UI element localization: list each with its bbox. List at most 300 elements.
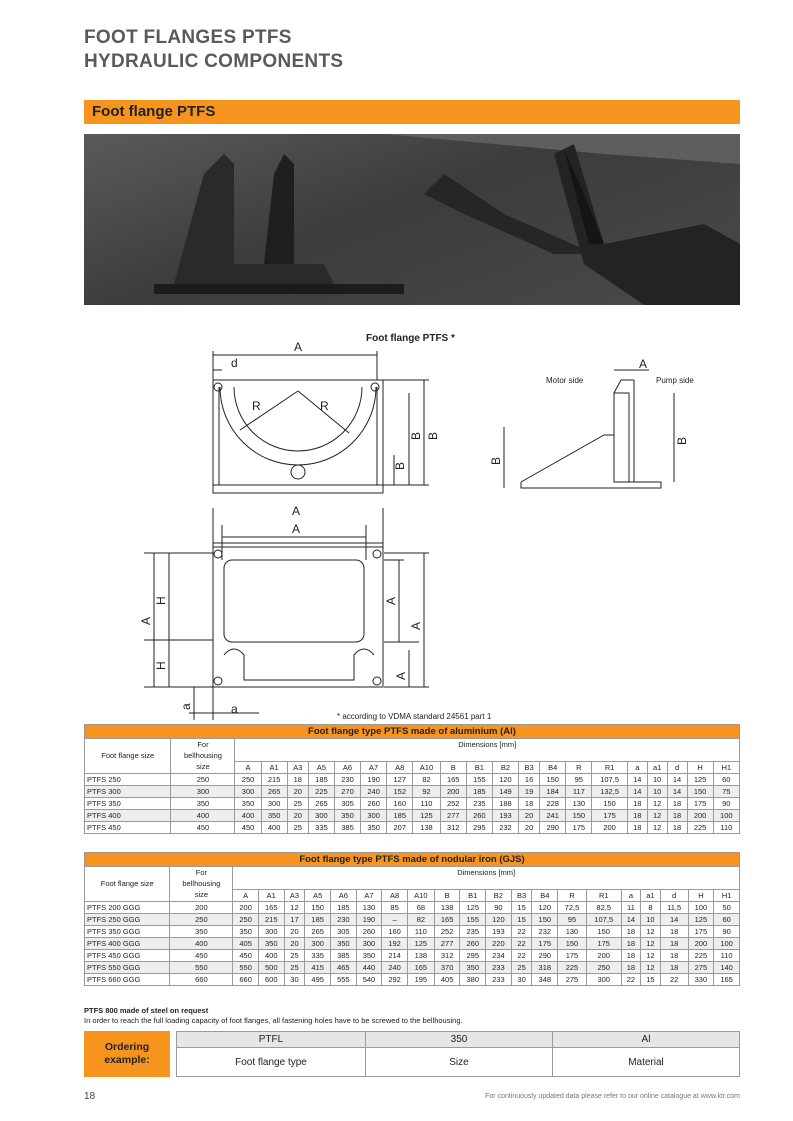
- cell-value: 188: [492, 798, 518, 810]
- cell-value: 22: [621, 974, 641, 986]
- ordering-header-size: 350: [366, 1032, 552, 1048]
- header-bellhousing-line: For: [170, 867, 233, 879]
- header-foot-flange-size: Foot flange size: [85, 878, 170, 890]
- technical-drawing-svg: [84, 325, 740, 720]
- cell-value: 82: [407, 914, 434, 926]
- cell-value: 20: [519, 810, 540, 822]
- cell-size: PTFS 250 GGG: [85, 914, 170, 926]
- cell-value: 260: [356, 926, 382, 938]
- cell-value: 275: [688, 962, 714, 974]
- table-header-row: [85, 739, 740, 751]
- cell-value: 193: [492, 810, 518, 822]
- table-header-cell: [85, 739, 171, 751]
- vdma-note: * according to VDMA standard 24561 part 1: [337, 712, 492, 721]
- header-col-a1: A1: [258, 890, 284, 902]
- header-col-a5: A5: [305, 890, 331, 902]
- cell-value: 110: [714, 950, 740, 962]
- header-col-b3: B3: [511, 890, 532, 902]
- cell-value: 300: [586, 974, 621, 986]
- label-B4: B: [675, 436, 689, 445]
- cell-value: 150: [532, 914, 558, 926]
- cell-value: 8: [641, 902, 661, 914]
- cell-value: 150: [540, 774, 566, 786]
- cell-value: 200: [592, 822, 627, 834]
- cell-value: 15: [641, 974, 661, 986]
- header-col-d: d: [667, 762, 687, 774]
- cell-value: 160: [387, 798, 413, 810]
- cell-value: 18: [627, 810, 647, 822]
- header-col-a5: A5: [308, 762, 334, 774]
- cell-value: 175: [592, 810, 627, 822]
- cell-value: 465: [331, 962, 357, 974]
- cell-value: 90: [713, 798, 739, 810]
- cell-value: 18: [621, 938, 641, 950]
- table-title-row: [85, 725, 740, 739]
- cell-value: 20: [519, 822, 540, 834]
- cell-value: 92: [413, 786, 440, 798]
- table-header-cell: [85, 867, 170, 879]
- cell-value: 18: [660, 926, 688, 938]
- cell-value: 138: [413, 822, 440, 834]
- cell-value: 12: [647, 810, 667, 822]
- cell-value: 277: [440, 810, 466, 822]
- cell-value: 230: [331, 914, 357, 926]
- table-header-row: [85, 890, 740, 902]
- cell-bellhousing: 350: [171, 798, 235, 810]
- cell-value: 50: [714, 902, 740, 914]
- header-col-b2: B2: [492, 762, 518, 774]
- cell-value: 300: [356, 938, 382, 950]
- cell-value: 165: [434, 914, 460, 926]
- cell-value: 18: [621, 962, 641, 974]
- cell-size: PTFS 450: [85, 822, 171, 834]
- header-col-r1: R1: [592, 762, 627, 774]
- cell-value: 350: [460, 962, 486, 974]
- header-col-a: a: [627, 762, 647, 774]
- catalogue-note: For continuously updated data please refer to our online catalogue at www.ktr.com: [485, 1093, 740, 1100]
- header-col-r1: R1: [586, 890, 621, 902]
- header-col-r: R: [558, 890, 587, 902]
- cell-value: 440: [356, 962, 382, 974]
- cell-value: 155: [466, 774, 492, 786]
- label-A10: A: [394, 671, 408, 680]
- cell-bellhousing: 350: [170, 926, 233, 938]
- cell-value: 10: [647, 786, 667, 798]
- cell-value: 90: [486, 902, 512, 914]
- cell-value: 200: [688, 938, 714, 950]
- cell-value: 660: [233, 974, 259, 986]
- cell-value: 20: [287, 810, 308, 822]
- cell-value: 335: [308, 822, 334, 834]
- cell-size: PTFS 250: [85, 774, 171, 786]
- cell-value: 14: [667, 786, 687, 798]
- cell-value: 300: [261, 798, 287, 810]
- cell-value: 250: [233, 914, 259, 926]
- header-col-h1: H1: [714, 890, 740, 902]
- cell-size: PTFS 400: [85, 810, 171, 822]
- cell-value: 335: [305, 950, 331, 962]
- header-foot-flange-size: Foot flange size: [85, 750, 171, 762]
- cell-value: 185: [466, 786, 492, 798]
- label-A5: A: [139, 616, 153, 625]
- cell-value: 555: [331, 974, 357, 986]
- cell-bellhousing: 250: [170, 914, 233, 926]
- cell-value: 152: [387, 786, 413, 798]
- cell-value: 185: [308, 774, 334, 786]
- cell-size: PTFS 200 GGG: [85, 902, 170, 914]
- header-col-b4: B4: [532, 890, 558, 902]
- header-col-a1: a1: [647, 762, 667, 774]
- ordering-value-size: Size: [449, 1057, 469, 1068]
- cell-value: 225: [308, 786, 334, 798]
- header-col-a7: A7: [361, 762, 387, 774]
- cell-value: 240: [382, 962, 408, 974]
- cell-value: 25: [287, 822, 308, 834]
- cell-value: 275: [558, 974, 587, 986]
- ordering-value-material: Material: [628, 1057, 664, 1068]
- header-bellhousing-line: size: [170, 890, 233, 902]
- cell-value: 252: [434, 926, 460, 938]
- cell-value: 18: [667, 822, 687, 834]
- header-bellhousing-line: bellhousing: [170, 878, 233, 890]
- header-col-h: H: [688, 890, 714, 902]
- cell-value: 132,5: [592, 786, 627, 798]
- label-B2: B: [489, 456, 503, 465]
- cell-value: 130: [356, 902, 382, 914]
- cell-value: 110: [407, 926, 434, 938]
- header-col-a10: A10: [407, 890, 434, 902]
- cell-value: 175: [566, 822, 592, 834]
- cell-value: 350: [334, 810, 360, 822]
- cell-size: PTFS 400 GGG: [85, 938, 170, 950]
- cell-value: 18: [621, 926, 641, 938]
- label-A3: A: [639, 357, 648, 371]
- cell-value: 215: [258, 914, 284, 926]
- cell-value: 14: [667, 774, 687, 786]
- table-row: [85, 950, 740, 962]
- header-col-b: B: [434, 890, 460, 902]
- cell-value: 260: [460, 938, 486, 950]
- cell-value: 12: [641, 926, 661, 938]
- table-header-cell: [233, 878, 740, 890]
- cell-value: 12: [647, 798, 667, 810]
- cell-value: 415: [305, 962, 331, 974]
- cell-value: 130: [558, 926, 587, 938]
- cell-value: 12: [641, 962, 661, 974]
- cell-value: 185: [305, 914, 331, 926]
- cell-value: 85: [382, 902, 408, 914]
- cell-value: 14: [627, 786, 647, 798]
- cell-bellhousing: 450: [171, 822, 235, 834]
- cell-value: 200: [440, 786, 466, 798]
- label-B: B: [426, 431, 440, 440]
- cell-value: 265: [308, 798, 334, 810]
- ordering-header-type: PTFL: [177, 1032, 365, 1048]
- cell-value: 18: [660, 950, 688, 962]
- cell-value: 19: [519, 786, 540, 798]
- cell-value: 165: [407, 962, 434, 974]
- table-row: [85, 822, 740, 834]
- cell-value: 17: [284, 914, 305, 926]
- table-title: Foot flange type PTFS made of nodular iron (GJS): [85, 853, 740, 867]
- header-col-a7: A7: [356, 890, 382, 902]
- cell-value: 260: [466, 810, 492, 822]
- cell-value: 14: [621, 914, 641, 926]
- cell-value: 150: [592, 798, 627, 810]
- cell-value: 11: [621, 902, 641, 914]
- cell-value: 68: [407, 902, 434, 914]
- cell-value: 30: [284, 974, 305, 986]
- cell-value: 107,5: [586, 914, 621, 926]
- section-title: Foot flange PTFS: [92, 103, 216, 120]
- cell-bellhousing: 200: [170, 902, 233, 914]
- cell-value: 300: [305, 938, 331, 950]
- table-row: [85, 974, 740, 986]
- header-col-a10: A10: [413, 762, 440, 774]
- cell-value: 233: [486, 962, 512, 974]
- cell-value: 20: [284, 938, 305, 950]
- cell-value: 600: [258, 974, 284, 986]
- cell-value: 400: [258, 950, 284, 962]
- cell-value: 228: [540, 798, 566, 810]
- cell-value: 405: [434, 974, 460, 986]
- cell-value: 25: [284, 962, 305, 974]
- cell-value: 150: [558, 938, 587, 950]
- header-col-b1: B1: [460, 890, 486, 902]
- cell-value: 20: [284, 926, 305, 938]
- label-a: a: [231, 702, 238, 716]
- cell-value: 200: [687, 810, 713, 822]
- cell-value: 385: [331, 950, 357, 962]
- cell-value: 225: [687, 822, 713, 834]
- cell-value: 215: [261, 774, 287, 786]
- cell-value: –: [382, 914, 408, 926]
- cell-value: 150: [586, 926, 621, 938]
- footnote-fastening: In order to reach the full loading capacity of foot flanges, all fastening holes have to be screwed to the bellhousing.: [84, 1016, 463, 1025]
- cell-value: 250: [235, 774, 261, 786]
- cell-value: 290: [540, 822, 566, 834]
- cell-value: 18: [519, 798, 540, 810]
- cell-value: 195: [407, 974, 434, 986]
- cell-value: 318: [532, 962, 558, 974]
- cell-value: 14: [660, 914, 688, 926]
- cell-value: 240: [361, 786, 387, 798]
- ordering-value-type: Foot flange type: [235, 1057, 307, 1068]
- cell-value: 15: [511, 914, 532, 926]
- cell-bellhousing: 250: [171, 774, 235, 786]
- cell-value: 10: [641, 914, 661, 926]
- cell-value: 225: [558, 962, 587, 974]
- header-col-b2: B2: [486, 890, 512, 902]
- cell-value: 400: [235, 810, 261, 822]
- cell-value: 120: [492, 774, 518, 786]
- table-row: [85, 902, 740, 914]
- table-row: [85, 810, 740, 822]
- label-d: d: [231, 356, 238, 370]
- ordering-header-material: Al: [553, 1032, 739, 1048]
- footnote-steel: PTFS 800 made of steel on request: [84, 1006, 209, 1015]
- header-bellhousing-line: For: [171, 739, 235, 751]
- cell-size: PTFS 450 GGG: [85, 950, 170, 962]
- cell-value: 18: [627, 822, 647, 834]
- cell-value: 12: [641, 950, 661, 962]
- cell-value: 233: [486, 974, 512, 986]
- header-bellhousing-line: bellhousing: [171, 750, 235, 762]
- header-col-a1: a1: [641, 890, 661, 902]
- cell-value: 400: [261, 822, 287, 834]
- label-H: H: [154, 596, 168, 605]
- cell-value: 25: [287, 798, 308, 810]
- label-a1: a: [179, 703, 193, 710]
- table-row: [85, 962, 740, 974]
- cell-value: 350: [356, 950, 382, 962]
- table-row: [85, 798, 740, 810]
- cell-value: 348: [532, 974, 558, 986]
- cell-value: 125: [688, 914, 714, 926]
- cell-bellhousing: 400: [171, 810, 235, 822]
- table-header-row: [85, 878, 740, 890]
- cell-value: 125: [407, 938, 434, 950]
- cell-value: 138: [407, 950, 434, 962]
- cell-value: 385: [334, 822, 360, 834]
- cell-value: 295: [460, 950, 486, 962]
- label-R1: R: [252, 399, 261, 413]
- label-B1: B: [409, 431, 423, 440]
- cell-value: 300: [361, 810, 387, 822]
- label-B3: B: [393, 461, 407, 470]
- header-col-a1: A1: [261, 762, 287, 774]
- cell-value: 350: [233, 926, 259, 938]
- cell-value: 22: [660, 974, 688, 986]
- cell-value: 20: [287, 786, 308, 798]
- label-pump-side: Pump side: [656, 376, 694, 385]
- header-col-a6: A6: [334, 762, 360, 774]
- cell-value: 100: [713, 810, 739, 822]
- cell-value: 350: [235, 798, 261, 810]
- cell-value: 330: [688, 974, 714, 986]
- cell-value: 25: [284, 950, 305, 962]
- cell-value: 138: [434, 902, 460, 914]
- label-A8: A: [384, 596, 398, 605]
- cell-value: 12: [284, 902, 305, 914]
- cell-size: PTFS 660 GGG: [85, 974, 170, 986]
- label-A6: A: [409, 621, 423, 630]
- cell-size: PTFS 350: [85, 798, 171, 810]
- header-dimensions: Dimensions [mm]: [235, 739, 740, 751]
- cell-value: 150: [687, 786, 713, 798]
- header-col-d: d: [660, 890, 688, 902]
- cell-value: 380: [460, 974, 486, 986]
- cell-value: 450: [235, 822, 261, 834]
- cell-value: 175: [687, 798, 713, 810]
- cell-value: 149: [492, 786, 518, 798]
- header-col-a: A: [235, 762, 261, 774]
- cell-value: 22: [511, 926, 532, 938]
- cell-value: 127: [387, 774, 413, 786]
- product-photo: [84, 134, 740, 305]
- ordering-example: [84, 1031, 740, 1077]
- cell-value: 405: [233, 938, 259, 950]
- header-line-1: FOOT FLANGES PTFS: [84, 27, 292, 48]
- cell-value: 30: [511, 974, 532, 986]
- cell-value: 155: [460, 914, 486, 926]
- cell-value: 350: [331, 938, 357, 950]
- cell-value: 185: [331, 902, 357, 914]
- cell-value: 193: [486, 926, 512, 938]
- section-title-band: [84, 100, 740, 124]
- cell-value: 125: [460, 902, 486, 914]
- table-title-row: [85, 853, 740, 867]
- header-col-h: H: [687, 762, 713, 774]
- label-A1: A: [292, 504, 301, 518]
- cell-size: PTFS 550 GGG: [85, 962, 170, 974]
- cell-value: 82: [413, 774, 440, 786]
- cell-value: 252: [440, 798, 466, 810]
- cell-value: 300: [258, 926, 284, 938]
- label-H1: H: [154, 661, 168, 670]
- header-col-a8: A8: [387, 762, 413, 774]
- cell-value: 265: [305, 926, 331, 938]
- table-header-cell: [235, 750, 740, 762]
- cell-value: 175: [688, 926, 714, 938]
- cell-value: 175: [532, 938, 558, 950]
- cell-value: 125: [687, 774, 713, 786]
- cell-value: 192: [382, 938, 408, 950]
- cell-value: 18: [627, 798, 647, 810]
- cell-value: 60: [713, 774, 739, 786]
- cell-value: 165: [440, 774, 466, 786]
- cell-value: 18: [660, 962, 688, 974]
- cell-value: 234: [486, 950, 512, 962]
- header-line-2: HYDRAULIC COMPONENTS: [84, 51, 344, 72]
- header-bellhousing-line: size: [171, 762, 235, 774]
- cell-value: 18: [667, 798, 687, 810]
- header-col-b: B: [440, 762, 466, 774]
- cell-value: 18: [287, 774, 308, 786]
- cell-value: 120: [486, 914, 512, 926]
- cell-value: 72,5: [558, 902, 587, 914]
- cell-value: 12: [641, 938, 661, 950]
- header-col-a3: A3: [284, 890, 305, 902]
- cell-value: 75: [713, 786, 739, 798]
- cell-value: 295: [466, 822, 492, 834]
- cell-value: 220: [486, 938, 512, 950]
- table-header-cell: [85, 762, 171, 774]
- page-header: [84, 26, 343, 74]
- header-col-b3: B3: [519, 762, 540, 774]
- cell-value: 292: [382, 974, 408, 986]
- cell-value: 207: [387, 822, 413, 834]
- product-photo-illustration: [84, 134, 740, 305]
- cell-size: PTFS 300: [85, 786, 171, 798]
- cell-value: 300: [308, 810, 334, 822]
- cell-value: 18: [667, 810, 687, 822]
- cell-value: 250: [586, 962, 621, 974]
- cell-value: 175: [558, 950, 587, 962]
- table-row: [85, 786, 740, 798]
- cell-bellhousing: 550: [170, 962, 233, 974]
- cell-value: 22: [511, 950, 532, 962]
- cell-value: 100: [688, 902, 714, 914]
- cell-bellhousing: 400: [170, 938, 233, 950]
- cell-value: 160: [382, 926, 408, 938]
- cell-value: 370: [434, 962, 460, 974]
- cell-value: 18: [621, 950, 641, 962]
- cell-value: 200: [233, 902, 259, 914]
- table-row: [85, 938, 740, 950]
- cell-value: 305: [334, 798, 360, 810]
- cell-value: 200: [586, 950, 621, 962]
